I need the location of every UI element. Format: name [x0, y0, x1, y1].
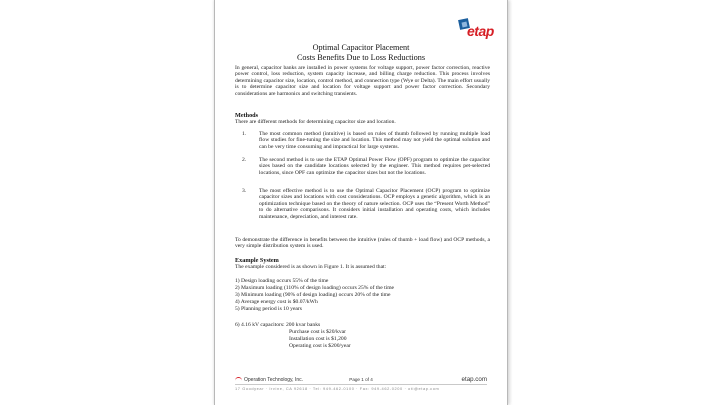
method-item-2: [242, 157, 490, 176]
footer-website: etap.com: [461, 376, 487, 383]
etap-logo: [459, 17, 499, 43]
method-item-number: 1.: [242, 131, 247, 137]
assumption-item: 4) Average energy cost is $0.07/kWh: [235, 299, 318, 305]
demo-paragraph: To demonstrate the difference in benefits between the intuitive (rules of thumb + load flow) and OCP methods, a very simple distribution system is used.: [235, 237, 490, 250]
footer-company-name: Operation Technology, Inc.: [244, 377, 304, 383]
method-item-3: [242, 188, 490, 220]
assumption-item: 3) Minimum loading (90% of design loading) occurs 20% of the time: [235, 292, 391, 298]
capacitor-cost: Installation cost is $1,200: [289, 336, 347, 342]
footer-address: 17 Goodyear · Irvine, CA 92618 · Tel: 949-462-0100 · Fax: 949-462-0200 · oti@etap.com: [235, 386, 440, 391]
method-item-number: 2.: [242, 157, 247, 163]
footer-divider: [235, 384, 487, 385]
intro-paragraph: In general, capacitor banks are installed in power systems for voltage support, power factor correction, reactive power control, loss reduction, system capacity increase, and billing charge reduction. This process involves determining capacitor size, location, control method, and connection type (Wye or Delta). The main effort usually is to determine capacitor size and location for voltage support and power factor correction. Secondary considerations are harmonics and switching transients.: [235, 65, 490, 97]
company-logo-icon: [235, 377, 242, 382]
capacitor-spec: 6) 4.16 kV capacitors: 200 kvar banks: [235, 322, 321, 328]
title-line-1: Optimal Capacitor Placement: [312, 43, 410, 52]
document-title: [229, 43, 493, 63]
assumption-item: 1) Design loading occurs 55% of the time: [235, 278, 329, 284]
document-page: [214, 0, 508, 405]
method-item-text: The second method is to use the ETAP Optimal Power Flow (OPF) program to optimize the capacitor sizes based on the candidate locations selected by the engineer. This method requires pet-selected locations, since OPF can optimize the capacitor sizes but not the locations.: [259, 157, 490, 176]
capacitor-cost: Purchase cost is $20/kvar: [289, 329, 347, 335]
method-item-text: The most effective method is to use the Optimal Capacitor Placement (OCP) program to optimize capacitor sizes and locations with cost considerations. OCP employs a genetic algorithm, which is an optimization technique based on the theory of nature selection. OCP uses the “Present Worth Method” to do alternative comparisons. It considers initial installation and operating costs, which includes maintenance, depreciation, and interest rate.: [259, 188, 490, 220]
etap-logo-text: etap: [467, 23, 494, 39]
capacitor-cost: Operating cost is $200/year: [289, 343, 351, 349]
footer-company: [235, 377, 303, 383]
methods-lead: There are different methods for determining capacitor size and location.: [235, 119, 396, 125]
method-item-number: 3.: [242, 188, 247, 194]
example-heading: Example System: [235, 257, 279, 264]
example-lead: The example considered is as shown in Figure 1. It is assumed that:: [235, 264, 387, 270]
title-line-2: Costs Benefits Due to Loss Reductions: [296, 53, 426, 62]
methods-heading: Methods: [235, 112, 259, 119]
method-item-1: [242, 131, 490, 150]
assumption-item: 5) Planning period is 10 years: [235, 306, 302, 312]
assumption-item: 2) Maximum loading (110% of design loading) occurs 25% of the time: [235, 285, 395, 291]
page-number: Page 1 of 4: [349, 377, 373, 382]
method-item-text: The most common method (intuitive) is based on rules of thumb followed by running multiple load flow studies for fine-tuning the size and location. This method may not yield the optimal solution and can be very time consuming and impractical for large systems.: [259, 131, 490, 150]
